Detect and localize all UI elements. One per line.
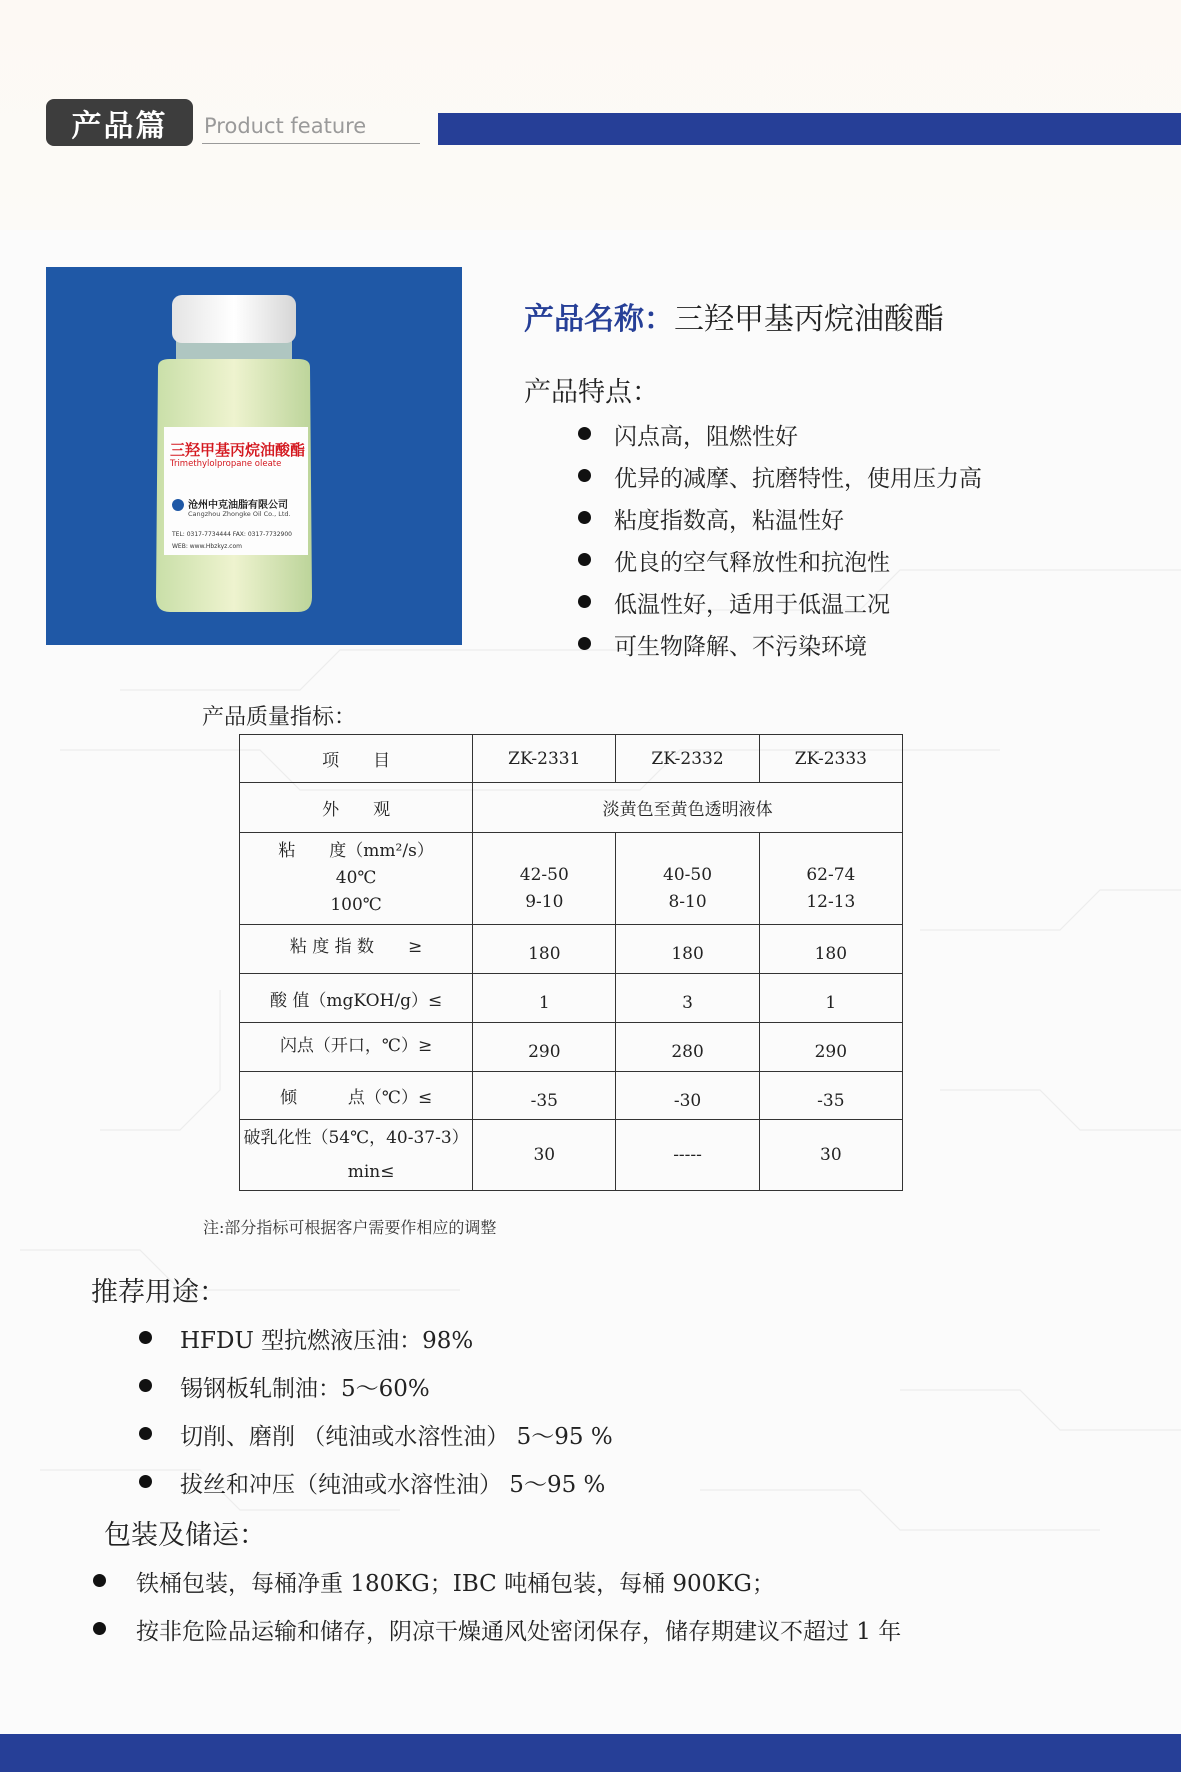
table-cell: 280 bbox=[616, 1023, 759, 1072]
bullet-icon bbox=[139, 1379, 152, 1392]
feature-item: 可生物降解、不污染环境 bbox=[574, 628, 982, 670]
feature-item: 粘度指数高，粘温性好 bbox=[574, 502, 982, 544]
table-cell: -30 bbox=[616, 1072, 759, 1120]
product-photo bbox=[46, 267, 462, 645]
table-cell: 290 bbox=[759, 1023, 902, 1072]
use-item: HFDU 型抗燃液压油：98% bbox=[136, 1322, 613, 1370]
table-note: 注:部分指标可根据客户需要作相应的调整 bbox=[203, 1218, 497, 1237]
table-cell: 180 bbox=[759, 925, 902, 974]
row-label: 酸 值（mgKOH/g）≤ bbox=[240, 974, 473, 1023]
bullet-icon bbox=[578, 511, 591, 524]
use-item: 切削、磨削 （纯油或水溶性油） 5～95 % bbox=[136, 1418, 613, 1466]
use-item: 拔丝和冲压（纯油或水溶性油） 5～95 % bbox=[136, 1466, 613, 1514]
table-cell: 180 bbox=[616, 925, 759, 974]
table-cell: 1 bbox=[759, 974, 902, 1023]
col-header-zk2332: ZK-2332 bbox=[616, 735, 759, 783]
table-row bbox=[240, 1023, 903, 1072]
bottle-label-subtitle: Trimethylolpropane oleate bbox=[170, 459, 282, 469]
product-name-label: 产品名称： bbox=[524, 302, 674, 337]
bullet-icon bbox=[578, 427, 591, 440]
row-label: 粘 度 指 数 ≥ bbox=[240, 925, 473, 974]
table-header-row bbox=[240, 735, 903, 783]
bullet-icon bbox=[139, 1475, 152, 1488]
bottle-company-en: Cangzhou Zhongke Oil Co., Ltd. bbox=[188, 510, 291, 518]
section-subtitle: Product feature bbox=[204, 114, 367, 138]
viscosity-cell: 40-50 8-10 bbox=[616, 833, 759, 925]
packing-heading: 包装及储运： bbox=[104, 1520, 266, 1551]
packing-item: 按非危险品运输和储存，阴凉干燥通风处密闭保存，储存期建议不超过 1 年 bbox=[90, 1613, 901, 1661]
product-name bbox=[524, 294, 944, 338]
demulsibility-label: 破乳化性（54℃，40-37-3） bbox=[243, 1128, 469, 1148]
bottle-tel-fax: TEL: 0317-7734444 FAX: 0317-7732900 bbox=[172, 531, 292, 538]
table-row-viscosity bbox=[240, 833, 903, 925]
bottle-company-logo bbox=[172, 499, 184, 511]
demulsibility-unit: min≤ bbox=[347, 1162, 395, 1182]
viscosity-40c-label: 40℃ bbox=[335, 868, 377, 888]
bullet-icon bbox=[578, 637, 591, 650]
row-label: 倾 点（℃）≤ bbox=[240, 1072, 473, 1120]
viscosity-cell: 62-74 12-13 bbox=[759, 833, 902, 925]
table-cell: 30 bbox=[759, 1120, 902, 1191]
packing-list bbox=[90, 1565, 901, 1661]
features-list bbox=[574, 418, 982, 670]
bullet-icon bbox=[93, 1622, 106, 1635]
row-label: 闪点（开口，℃）≥ bbox=[240, 1023, 473, 1072]
col-header-item: 项 目 bbox=[240, 735, 473, 783]
bullet-icon bbox=[578, 469, 591, 482]
row-label-demulsibility bbox=[240, 1120, 473, 1191]
subtitle-underline bbox=[202, 143, 420, 144]
viscosity-cell: 42-50 9-10 bbox=[473, 833, 616, 925]
feature-item: 优异的减摩、抗磨特性，使用压力高 bbox=[574, 460, 982, 502]
table-cell: -35 bbox=[759, 1072, 902, 1120]
bullet-icon bbox=[139, 1331, 152, 1344]
section-tag: 产品篇 bbox=[46, 99, 193, 146]
table-cell: 290 bbox=[473, 1023, 616, 1072]
packing-item: 铁桶包装，每桶净重 180KG；IBC 吨桶包装，每桶 900KG； bbox=[90, 1565, 901, 1613]
quality-heading: 产品质量指标： bbox=[202, 705, 357, 730]
use-item: 锡钢板轧制油：5～60% bbox=[136, 1370, 613, 1418]
uses-list bbox=[136, 1322, 613, 1514]
feature-item: 低温性好，适用于低温工况 bbox=[574, 586, 982, 628]
header-accent-bar bbox=[438, 113, 1181, 145]
table-row-appearance bbox=[240, 783, 903, 833]
bullet-icon bbox=[578, 553, 591, 566]
table-cell: -35 bbox=[473, 1072, 616, 1120]
bottle-web: WEB: www.Hbzkyz.com bbox=[172, 543, 242, 550]
feature-item: 优良的空气释放性和抗泡性 bbox=[574, 544, 982, 586]
table-cell: 1 bbox=[473, 974, 616, 1023]
features-heading: 产品特点： bbox=[524, 377, 659, 408]
quality-spec-table bbox=[239, 734, 903, 1191]
uses-heading: 推荐用途： bbox=[91, 1277, 226, 1308]
table-row bbox=[240, 1072, 903, 1120]
table-cell: 3 bbox=[616, 974, 759, 1023]
product-name-value: 三羟甲基丙烷油酸酯 bbox=[674, 302, 944, 337]
table-row-demulsibility bbox=[240, 1120, 903, 1191]
row-label-viscosity bbox=[240, 833, 473, 925]
col-header-zk2333: ZK-2333 bbox=[759, 735, 902, 783]
bottle-label-title: 三羟甲基丙烷油酸酯 bbox=[170, 441, 306, 459]
table-row bbox=[240, 925, 903, 974]
bullet-icon bbox=[139, 1427, 152, 1440]
footer-accent-bar bbox=[0, 1734, 1181, 1772]
table-cell: ----- bbox=[616, 1120, 759, 1191]
viscosity-100c-label: 100℃ bbox=[330, 895, 382, 915]
appearance-value: 淡黄色至黄色透明液体 bbox=[473, 783, 903, 833]
col-header-zk2331: ZK-2331 bbox=[473, 735, 616, 783]
viscosity-label: 粘 度（mm²/s） bbox=[278, 841, 434, 861]
table-row bbox=[240, 974, 903, 1023]
bullet-icon bbox=[93, 1574, 106, 1587]
table-cell: 30 bbox=[473, 1120, 616, 1191]
table-cell: 180 bbox=[473, 925, 616, 974]
bottle-company-cn: 沧州中克油脂有限公司 bbox=[188, 500, 288, 511]
bullet-icon bbox=[578, 595, 591, 608]
row-label-appearance: 外 观 bbox=[240, 783, 473, 833]
feature-item: 闪点高，阻燃性好 bbox=[574, 418, 982, 460]
